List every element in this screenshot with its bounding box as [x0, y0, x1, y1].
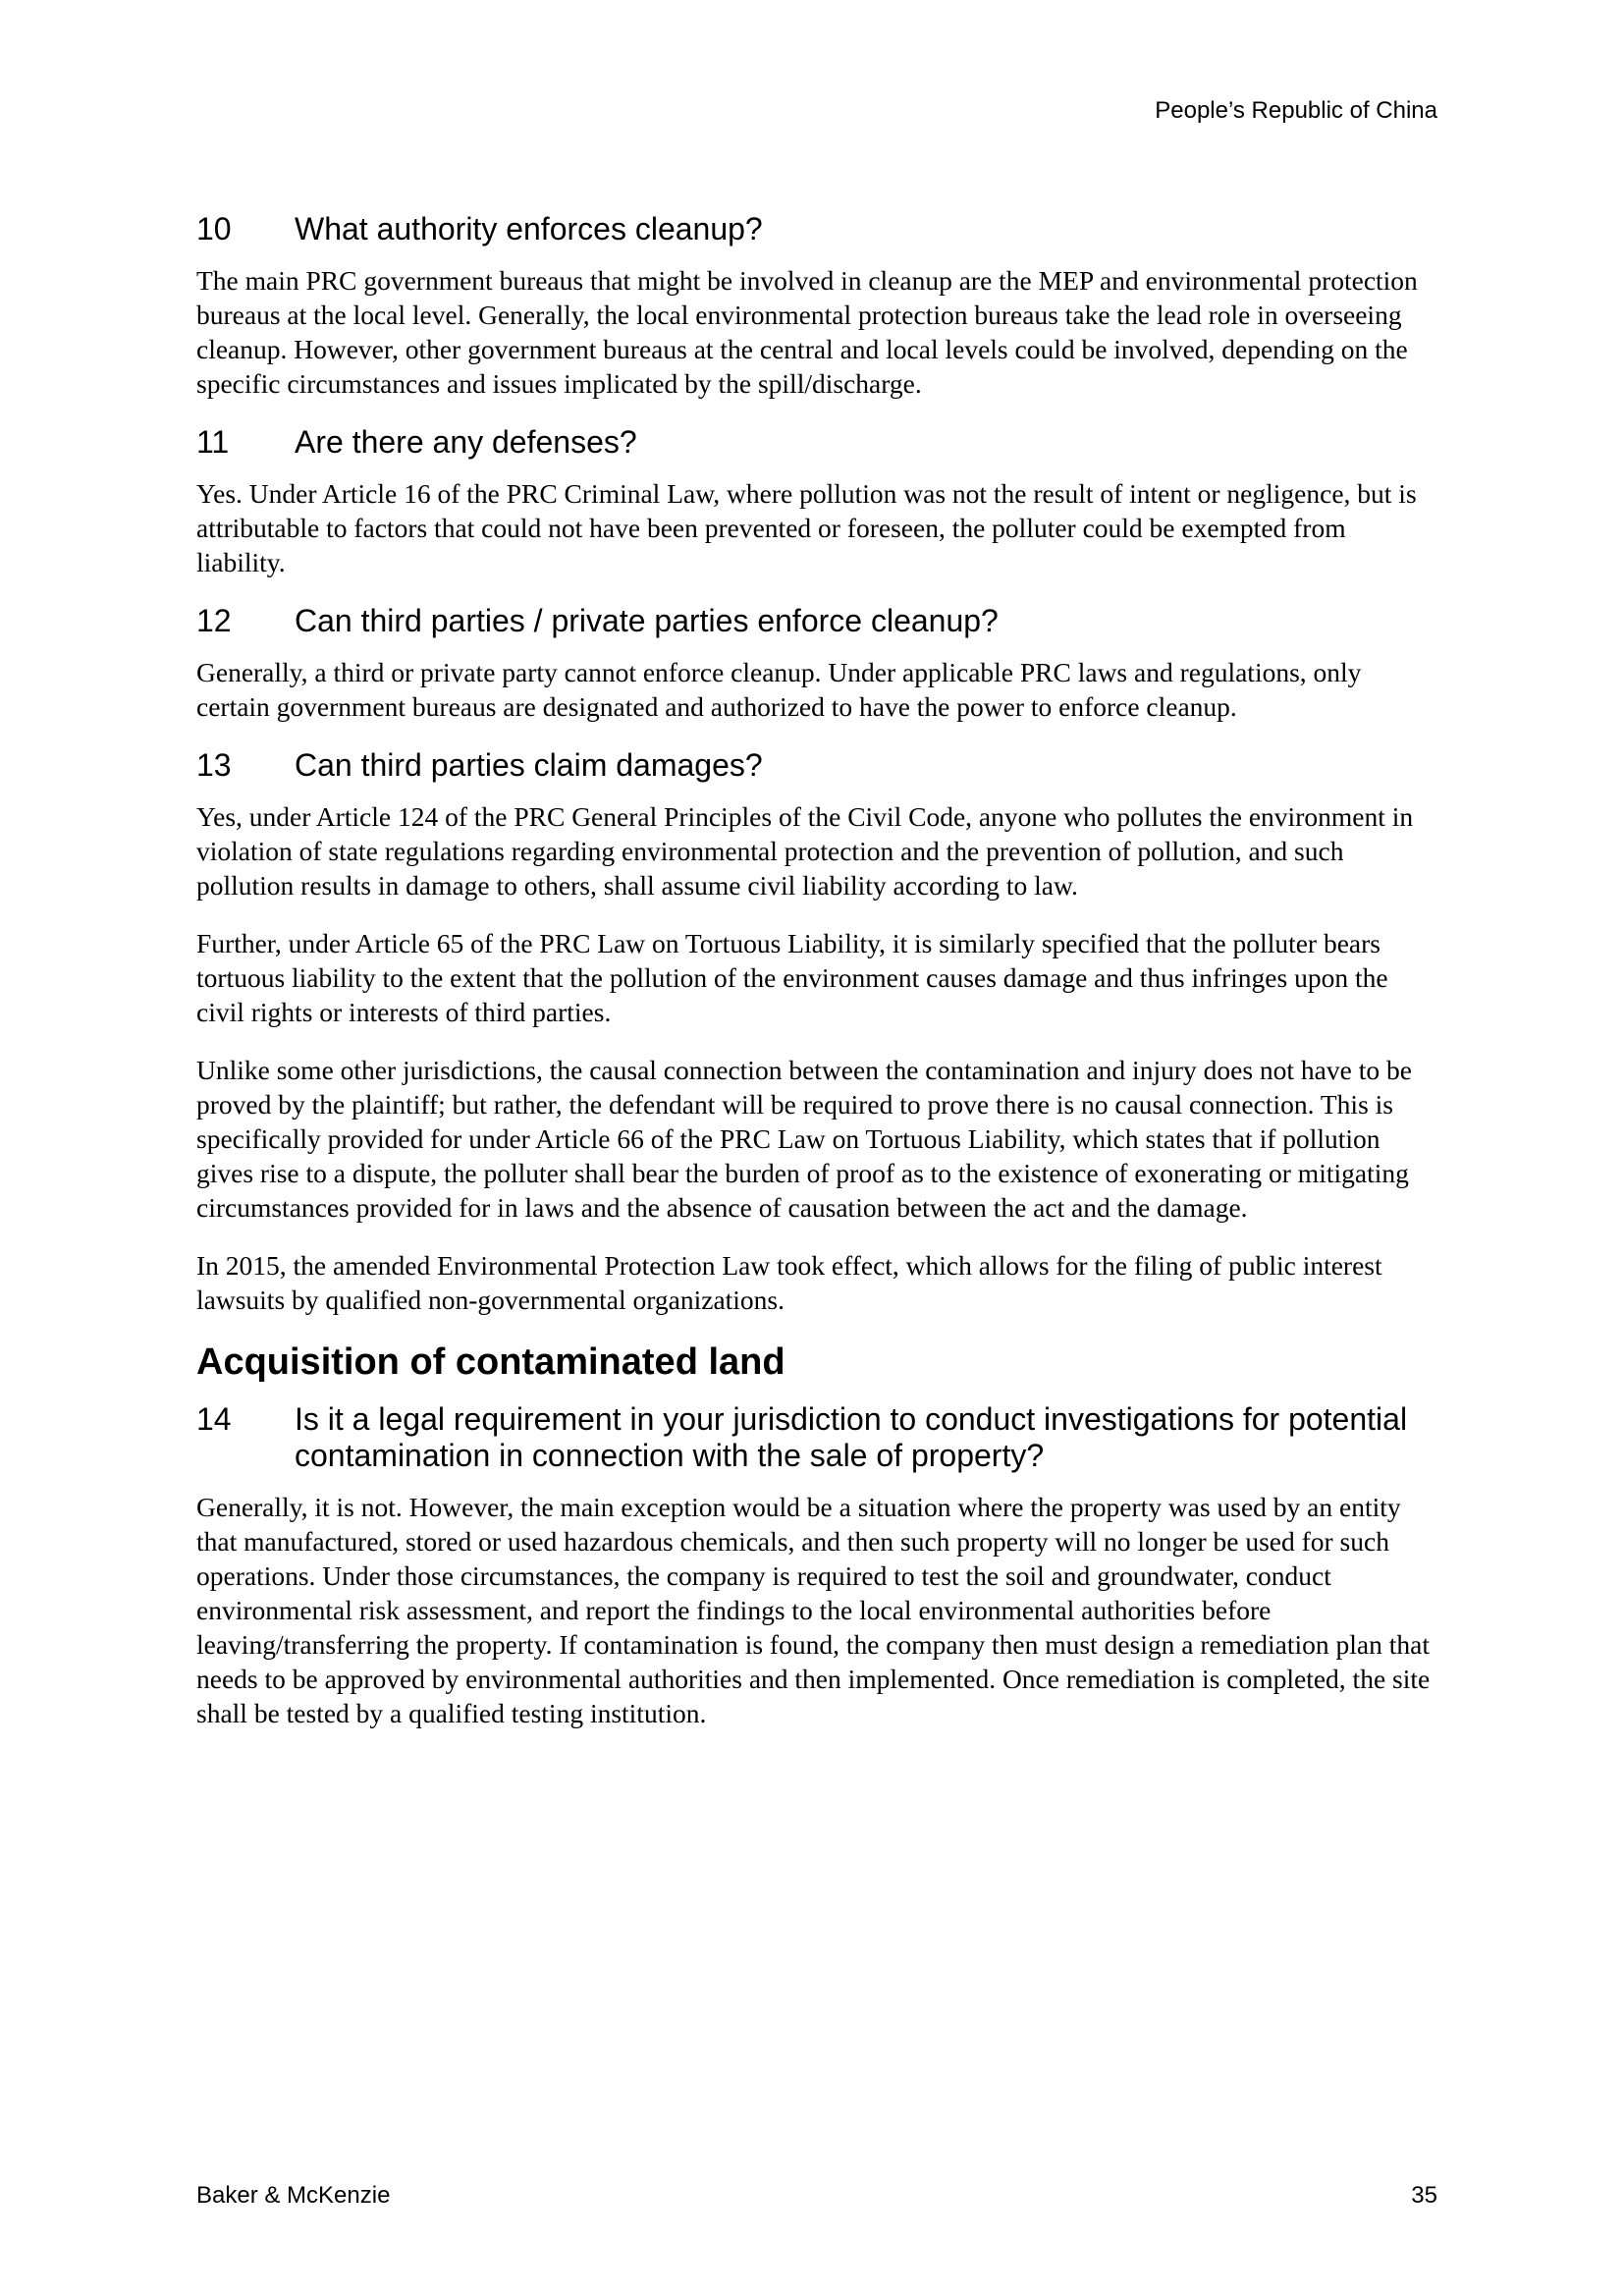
question-number: 12	[196, 603, 232, 638]
running-header: People’s Republic of China	[1155, 97, 1437, 124]
answer-paragraph: In 2015, the amended Environmental Protection Law took effect, which allows for the filing of public interest lawsuits by qualified non-governmental organizations.	[196, 1250, 1382, 1315]
question-title: Can third parties claim damages?	[295, 747, 763, 783]
page-number: 35	[1411, 2182, 1437, 2209]
running-footer	[196, 2181, 1437, 2211]
answer-paragraph: Further, under Article 65 of the PRC Law on Tortuous Liability, it is similarly specified that the polluter bears tortuous liability to the extent that the pollution of the environment causes damage and thus infringes upon the civil rights or interests of third parties.	[196, 928, 1388, 1027]
answer-paragraph: Yes. Under Article 16 of the PRC Criminal Law, where pollution was not the result of intent or negligence, but is attributable to factors that could not have been prevented or foreseen, the polluter could be exempted from liability.	[196, 478, 1417, 577]
question-number: 11	[196, 424, 230, 460]
section-heading: Acquisition of contaminated land	[196, 1341, 785, 1383]
question-number: 13	[196, 747, 232, 783]
footer-publisher: Baker & McKenzie	[196, 2182, 391, 2209]
question-title: Is it a legal requirement in your jurisdiction to conduct investigations for potential contamination in connection with the sale of property?	[295, 1401, 1408, 1473]
answer-paragraph: Yes, under Article 124 of the PRC General Principles of the Civil Code, anyone who pollutes the environment in violation of state regulations regarding environmental protection and the prevention of pollution, and such pollution results in damage to others, shall assume civil liability according to law.	[196, 801, 1414, 901]
question-heading-12	[196, 603, 1437, 639]
answer-paragraph: Generally, a third or private party cannot enforce cleanup. Under applicable PRC laws and regulations, only certain government bureaus are designated and authorized to have the power to enforce cleanup.	[196, 657, 1362, 722]
answer-paragraph: Generally, it is not. However, the main exception would be a situation where the property was used by an entity that manufactured, stored or used hazardous chemicals, and then such property will no longer be used for such operations. Under those circumstances, the company is required to test the soil and groundwater, conduct environmental risk assessment, and report the findings to the local environmental authorities before leaving/transferring the property. If contamination is found, the company then must design a remediation plan that needs to be approved by environmental authorities and then implemented. Once remediation is completed, the site shall be tested by a qualified testing institution.	[196, 1492, 1431, 1728]
question-heading-13	[196, 747, 1437, 784]
question-heading-14	[196, 1401, 1437, 1474]
question-title: Can third parties / private parties enforce cleanup?	[295, 603, 999, 638]
answer-paragraph: The main PRC government bureaus that might be involved in cleanup are the MEP and environmental protection bureaus at the local level. Generally, the local environmental protection bureaus take the lead role in overseeing cleanup. However, other government bureaus at the central and local levels could be involved, depending on the specific circumstances and issues implicated by the spill/discharge.	[196, 265, 1418, 399]
question-number: 10	[196, 211, 232, 246]
question-heading-10	[196, 211, 1437, 247]
page-content	[196, 211, 1437, 1754]
question-heading-11	[196, 424, 1437, 461]
question-number: 14	[196, 1401, 232, 1437]
answer-paragraph: Unlike some other jurisdictions, the causal connection between the contamination and injury does not have to be proved by the plaintiff; but rather, the defendant will be required to prove there is no causal connection. This is specifically provided for under Article 66 of the PRC Law on Tortuous Liability, which states that if pollution gives rise to a dispute, the polluter shall bear the burden of proof as to the existence of exonerating or mitigating circumstances provided for in laws and the absence of causation between the act and the damage.	[196, 1055, 1412, 1223]
question-title: What authority enforces cleanup?	[295, 211, 763, 246]
question-title: Are there any defenses?	[295, 424, 637, 460]
